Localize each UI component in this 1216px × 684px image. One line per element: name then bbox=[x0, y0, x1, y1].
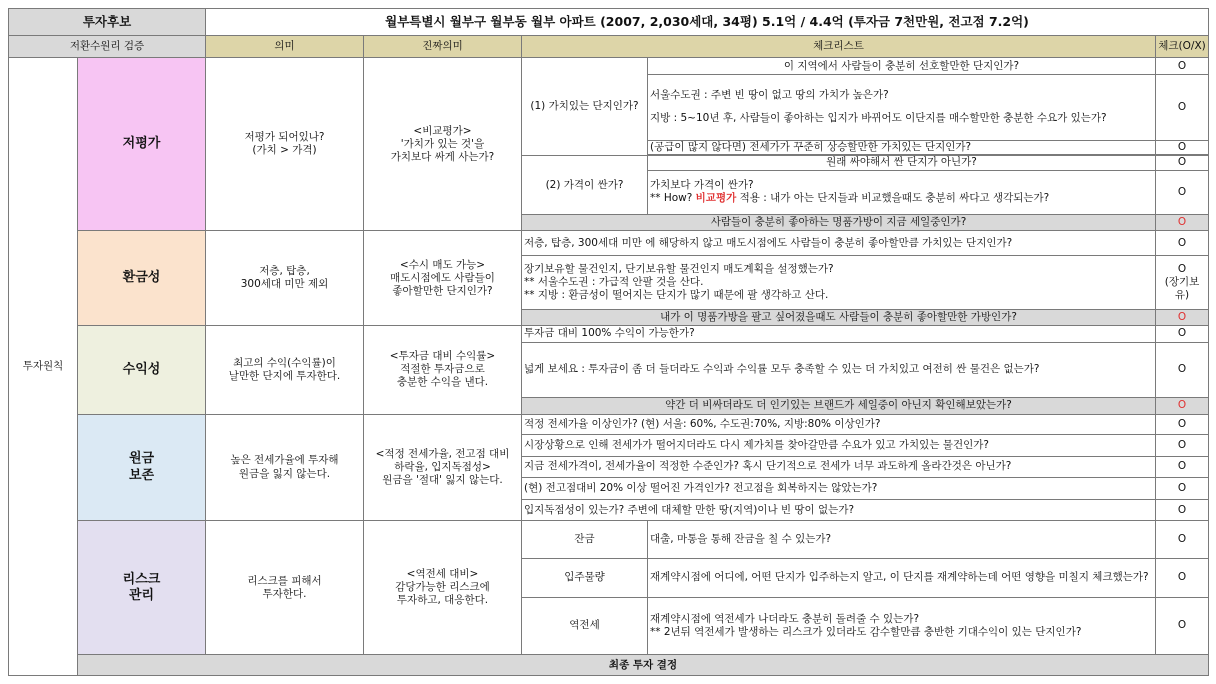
check-item: 투자금 대비 100% 수익이 가능한가? bbox=[522, 326, 1156, 342]
check-mark: O bbox=[1156, 140, 1209, 155]
check-mark: O bbox=[1156, 414, 1209, 435]
check-mark: O bbox=[1156, 156, 1209, 171]
check-item-line: 재계약시점에 역전세가 나더라도 충분히 돌려줄 수 있는가? bbox=[650, 612, 920, 625]
check-mark: O bbox=[1156, 326, 1209, 342]
section-profitability-true-meaning: <투자금 대비 수익률> 적절한 투자금으로 충분한 수익을 낸다. bbox=[364, 326, 522, 414]
check-item: 적정 전세가율 이상인가? (현) 서울: 60%, 수도권:70%, 지방:80% 이상인가? bbox=[522, 414, 1156, 435]
check-mark: O bbox=[1156, 231, 1209, 256]
col-header-meaning: 의미 bbox=[206, 35, 364, 58]
section-profitability-name: 수익성 bbox=[78, 326, 206, 414]
check-item: 입지독점성이 있는가? 주변에 대체할 만한 땅(지역)이나 빈 땅이 없는가? bbox=[522, 499, 1156, 521]
check-item bbox=[648, 74, 1156, 140]
check-mark: O bbox=[1156, 435, 1209, 457]
summary-mark: O bbox=[1156, 309, 1209, 325]
check-item bbox=[522, 256, 1156, 310]
col-header-true-meaning: 진짜의미 bbox=[364, 35, 522, 58]
risk-key-supply: 입주물량 bbox=[522, 558, 648, 597]
check-item: 재계약시점에 어디에, 어떤 단지가 입주하는지 알고, 이 단지를 재계약하는데 어떤 영향을 미칠지 체크했는가? bbox=[648, 558, 1156, 597]
check-item-line: 가치보다 가격이 싼가? bbox=[650, 179, 754, 192]
section-principal-meaning: 높은 전세가율에 투자해 원금을 잃지 않는다. bbox=[206, 414, 364, 521]
section-summary: 내가 이 명품가방을 팔고 싶어졌을때도 사람들이 충분히 좋아할만한 가방인가? bbox=[522, 309, 1156, 325]
check-mark: O bbox=[1156, 499, 1209, 521]
check-item bbox=[648, 597, 1156, 655]
section-undervalued-meaning: 저평가 되어있나? (가치 > 가격) bbox=[206, 58, 364, 231]
check-item-line: 장기보유할 물건인지, 단기보유할 물건인지 매도계획을 설정했는가? bbox=[524, 262, 834, 275]
highlight-comparison: 비교평가 bbox=[695, 192, 737, 205]
check-mark: O bbox=[1156, 74, 1209, 140]
check-mark: O bbox=[1156, 558, 1209, 597]
candidate-label: 투자후보 bbox=[9, 9, 206, 36]
check-item: 지금 전세가격이, 전세가율이 적정한 수준인가? 혹시 단기적으로 전세가 너무 과도하게 올라간것은 아닌가? bbox=[522, 456, 1156, 478]
check-item: 저층, 탑층, 300세대 미만 에 해당하지 않고 매도시점에도 사람들이 충분히 좋아할만큼 가치있는 단지인가? bbox=[522, 231, 1156, 256]
check-item-line: ** 2년뒤 역전세가 발생하는 리스크가 있더라도 감수할만큼 충반한 기대수익이 있는 단지인가? bbox=[650, 625, 1082, 638]
check-mark: O bbox=[1156, 597, 1209, 655]
section-undervalued-true-meaning: <비교평가> '가치가 있는 것'을 가치보다 싸게 사는가? bbox=[364, 58, 522, 231]
candidate-title: 월부특별시 월부구 월부동 월부 아파트 (2007, 2,030세대, 34평) 5.1억 / 4.4억 (투자금 7천만원, 전고점 7.2억) bbox=[206, 9, 1209, 36]
check-mark: O bbox=[1156, 521, 1209, 558]
check-item bbox=[648, 170, 1156, 214]
col-header-checklist: 체크리스트 bbox=[522, 35, 1156, 58]
check-mark: O (장기보유) bbox=[1156, 256, 1209, 310]
check-item: 넓게 보세요 : 투자금이 좀 더 들더라도 수익과 수익률 모두 충족할 수 있는 더 가치있고 여전히 싼 물건은 없는가? bbox=[522, 342, 1156, 398]
check-mark: O bbox=[1156, 342, 1209, 398]
check-mark: O bbox=[1156, 478, 1209, 500]
check-mark: O bbox=[1156, 170, 1209, 214]
side-label-investment-principle: 투자원칙 bbox=[9, 58, 78, 676]
investment-checklist-table bbox=[8, 8, 1209, 676]
check-item: 대출, 마통을 통해 잔금을 칠 수 있는가? bbox=[648, 521, 1156, 558]
check-item-line: ** How? 비교평가 적용 : 내가 아는 단지들과 비교했을때도 충분히 싸다고 생각되는가? bbox=[650, 192, 1050, 205]
sub-cheap-price: (2) 가격이 싼가? bbox=[522, 156, 648, 215]
check-mark: O bbox=[1156, 58, 1209, 74]
check-item: 이 지역에서 사람들이 충분히 선호할만한 단지인가? bbox=[648, 58, 1156, 74]
section-summary: 사람들이 충분히 좋아하는 명품가방이 지금 세일중인가? bbox=[522, 214, 1156, 230]
section-liquidity-name: 환금성 bbox=[78, 231, 206, 326]
check-item-line: ** 서울수도권 : 가급적 안팔 것을 산다. bbox=[524, 275, 704, 288]
check-mark: O bbox=[1156, 456, 1209, 478]
section-undervalued-name: 저평가 bbox=[78, 58, 206, 231]
section-risk-meaning: 리스크를 피해서 투자한다. bbox=[206, 521, 364, 655]
section-risk-name: 리스크 관리 bbox=[78, 521, 206, 655]
check-item-line: ** 지방 : 환금성이 떨어지는 단지가 많기 때문에 팔 생각하고 산다. bbox=[524, 288, 829, 301]
check-item-line: 지방 : 5~10년 후, 사람들이 좋아하는 입지가 바뀌어도 이단지를 매수할만한 충분한 수요가 있는가? bbox=[650, 112, 1107, 125]
section-risk-true-meaning: <역전세 대비> 감당가능한 리스크에 투자하고, 대응한다. bbox=[364, 521, 522, 655]
summary-mark: O bbox=[1156, 398, 1209, 414]
check-item: 시장상황으로 인해 전세가가 떨어지더라도 다시 제가치를 찾아갈만큼 수요가 있고 가치있는 물건인가? bbox=[522, 435, 1156, 457]
risk-key-balance: 잔금 bbox=[522, 521, 648, 558]
section-summary: 약간 더 비싸더라도 더 인기있는 브랜드가 세일중이 아닌지 확인해보았는가? bbox=[522, 398, 1156, 414]
summary-mark: O bbox=[1156, 214, 1209, 230]
col-header-check: 체크(O/X) bbox=[1156, 35, 1209, 58]
section-principal-true-meaning: <적정 전세가율, 전고점 대비 하락율, 입지독점성> 원금을 '절대' 잃지 않는다. bbox=[364, 414, 522, 521]
section-liquidity-meaning: 저층, 탑층, 300세대 미만 제외 bbox=[206, 231, 364, 326]
risk-key-reverse-jeonse: 역전세 bbox=[522, 597, 648, 655]
check-item-line: 서울수도권 : 주변 빈 땅이 없고 땅의 가치가 높은가? bbox=[650, 89, 889, 102]
section-liquidity-true-meaning: <수시 매도 가능> 매도시점에도 사람들이 좋아할만한 단지인가? bbox=[364, 231, 522, 326]
long-term-note: (장기보유) bbox=[1164, 275, 1200, 301]
sub-valuable-complex: (1) 가치있는 단지인가? bbox=[522, 58, 648, 156]
check-item: (공급이 많지 않다면) 전세가가 꾸준히 상승할만한 가치있는 단지인가? bbox=[648, 140, 1156, 155]
col-header-verify: 저환수원리 검증 bbox=[9, 35, 206, 58]
section-profitability-meaning: 최고의 수익(수익률)이 날만한 단지에 투자한다. bbox=[206, 326, 364, 414]
section-principal-name: 원금 보존 bbox=[78, 414, 206, 521]
check-item: 원래 싸야해서 싼 단지가 아닌가? bbox=[648, 156, 1156, 171]
final-decision-label: 최종 투자 결정 bbox=[78, 655, 1209, 676]
check-item: (현) 전고점대비 20% 이상 떨어진 가격인가? 전고점을 회복하지는 않았는가? bbox=[522, 478, 1156, 500]
